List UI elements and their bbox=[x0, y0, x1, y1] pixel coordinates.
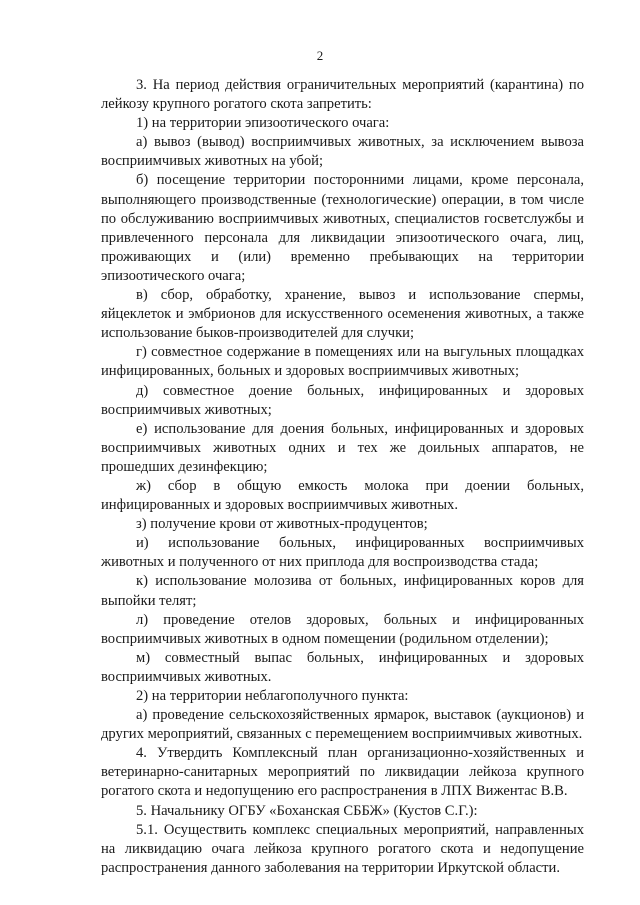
paragraph-subitem-b-visits: б) посещение территории посторонними лицами, кроме персонала, выполняющего производственные (технологические) операции, в том числе по обслуживанию восприимчивых животных, специалистов госветслужбы и привлеченного персонала для ликвидации эпизоотического очага, лиц, проживающих и (или) временно пребывающих на территории эпизоотического очага; bbox=[101, 172, 584, 284]
page-number: 2 bbox=[316, 48, 324, 63]
paragraph-subitem-zh-milk-collection: ж) сбор в общую емкость молока при доении больных, инфицированных и здоровых восприимчивых животных. bbox=[101, 477, 584, 514]
paragraph-subitem-k-colostrum: к) использование молозива от больных, инфицированных коров для выпойки телят; bbox=[101, 573, 584, 609]
paragraph-subitem-v-semen: в) сбор, обработку, хранение, вывоз и использование спермы, яйцеклеток и эмбрионов для искусственного осеменения животных, а также использование быков-производителей для случки; bbox=[101, 287, 584, 342]
paragraph-subitem-e-milking-machines: е) использование для доения больных, инфицированных и здоровых восприимчивых животных одних и тех же доильных аппаратов, не прошедших дезинфекцию; bbox=[101, 420, 584, 475]
paragraph-subitem-i-reproduction: и) использование больных, инфицированных восприимчивых животных и полученного от них приплода для воспроизводства стада; bbox=[101, 535, 584, 571]
paragraph-item-5-head: 5. Начальнику ОГБУ «Боханская СББЖ» (Кустов С.Г.): bbox=[136, 802, 478, 819]
paragraph-item-5-1-measures: 5.1. Осуществить комплекс специальных мероприятий, направленных на ликвидацию очага лейкоза крупного рогатого скота и недопущение распространения данного заболевания на территории Иркутской области. bbox=[101, 821, 584, 876]
paragraph-subitem-2-settlement: 2) на территории неблагополучного пункта: bbox=[136, 688, 409, 704]
paragraph-subitem-a-export: а) вывоз (вывод) восприимчивых животных, за исключением вывоза восприимчивых животных на убой; bbox=[101, 134, 584, 170]
paragraph-subitem-m-grazing: м) совместный выпас больных, инфицированных и здоровых восприимчивых животных. bbox=[101, 649, 584, 685]
document-body bbox=[101, 76, 584, 878]
paragraph-subitem-g-joint-keeping: г) совместное содержание в помещениях или на выгульных площадках инфицированных, больных и здоровых восприимчивых животных; bbox=[101, 344, 584, 380]
paragraph-subitem-l-calving: л) проведение отелов здоровых, больных и инфицированных восприимчивых животных в одном помещении (родильном отделении); bbox=[101, 611, 584, 647]
paragraph-item-4-plan: 4. Утвердить Комплексный план организационно-хозяйственных и ветеринарно-санитарных мероприятий по ликвидации лейкоза крупного рогатого скота и недопущению его распространения в ЛПХ Вижентас В.В. bbox=[101, 745, 584, 800]
paragraph-subitem-z-blood: з) получение крови от животных-продуцентов; bbox=[136, 516, 428, 533]
paragraph-subitem-a-fairs: а) проведение сельскохозяйственных ярмарок, выставок (аукционов) и других мероприятий, связанных с перемещением восприимчивых животных. bbox=[101, 707, 584, 743]
paragraph-item-3-prohibitions: 3. На период действия ограничительных мероприятий (карантина) по лейкозу крупного рогатого скота запретить: bbox=[101, 77, 584, 113]
paragraph-subitem-1-outbreak-territory: 1) на территории эпизоотического очага: bbox=[136, 115, 390, 132]
paragraph-subitem-d-joint-milking: д) совместное доение больных, инфицированных и здоровых восприимчивых животных; bbox=[101, 382, 584, 418]
